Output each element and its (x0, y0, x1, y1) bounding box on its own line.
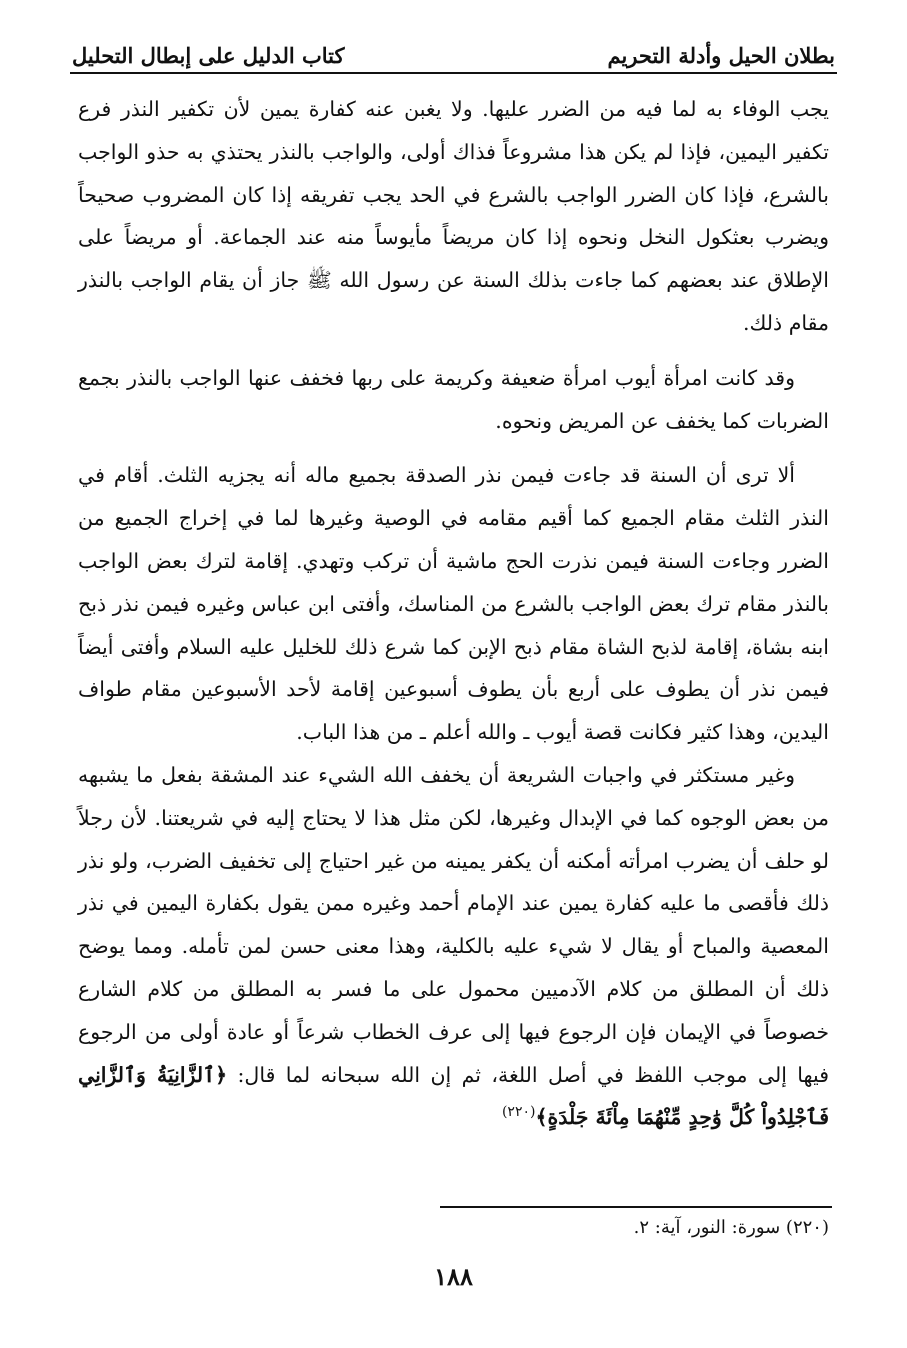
footnote-reference: (٢٢٠) (501, 1104, 536, 1121)
quran-verse: ﴿ٱلزَّانِيَةُ وَٱلزَّانِي فَٱجْلِدُواْ كُلَّ وَٰحِدٍ مِّنْهُمَا مِاْئَةَ جَلْدَةٍ﴾ (78, 1062, 829, 1130)
paragraph-1: يجب الوفاء به لما فيه من الضرر عليها. ولا يغبن عنه كفارة يمين لأن تكفير النذر فرع تكفير اليمين، فإذا لم يكن هذا مشروعاً فذاك أولى، والواجب بالنذر يحتذي به حذو الواجب بالشرع، فإذا كان الضرر الواجب بالشرع في الحد يجب تفريقه إذا كان المضروب صحيحاً ويضرب بعثكول النخل ونحوه إذا كان مريضاً مأيوساً منه عند الجماعة. أو مريضاً على الإطلاق عند بعضهم كما جاءت بذلك السنة عن رسول الله ﷺ جاز أن يقام الواجب بالنذر مقام ذلك. (78, 97, 829, 335)
paragraph-2: وقد كانت امرأة أيوب امرأة ضعيفة وكريمة على ربها فخفف عنها الواجب بالنذر بجمع الضربات كما يخفف عن المريض ونحوه. (78, 365, 829, 433)
paragraph-4 (78, 754, 829, 1139)
header-book-title-right: بطلان الحيل وأدلة التحريم (607, 43, 835, 68)
footnote: (٢٢٠) سورة: النور، آية: ٢. (633, 1217, 829, 1238)
body-text (78, 88, 829, 1139)
page-number: ١٨٨ (434, 1262, 473, 1291)
paragraph-3: ألا ترى أن السنة قد جاءت فيمن نذر الصدقة بجميع ماله أنه يجزيه الثلث. أقام في النذر الثلث مقام الجميع كما أقيم مقامه في الوصية وغيرها لما في إخراج الجميع من الضرر وجاءت السنة فيمن نذرت الحج ماشية أن تركب وتهدي. إقامة لترك بعض الواجب بالنذر مقام ترك بعض الواجب بالشرع من المناسك، وأفتى ابن عباس وغيره فيمن نذر ذبح ابنه بشاة، إقامة لذبح الشاة مقام ذبح الإبن كما شرع ذلك للخليل عليه السلام وأفتى أيضاً فيمن نذر أن يطوف على أربع بأن يطوف أسبوعين إقامة لأحد الأسبوعين مقام طواف اليدين، وهذا كثير فكانت قصة أيوب ـ والله أعلم ـ من هذا الباب. (78, 463, 829, 745)
header-divider (70, 72, 837, 74)
header-book-title-left: كتاب الدليل على إبطال التحليل (72, 43, 345, 68)
running-header (72, 28, 835, 68)
paragraph-4-text: وغير مستكثر في واجبات الشريعة أن يخفف الله الشيء عند المشقة بفعل ما يشبهه من بعض الوجوه كما في الإبدال وغيرها، لكن مثل هذا لا يحتاج إليه في شريعتنا. لأن رجلاً لو حلف أن يضرب امرأته أمكنه أن يكفر يمينه من غير احتياج إلى تخفيف الضرب، ولو نذر ذلك فأقصى ما عليه كفارة يمين عند الإمام أحمد وغيره ممن يقول بكفارة اليمين في نذر المعصية والمباح أو يقال لا شيء عليه بالكلية، وهذا معنى حسن لمن تأمله. ومما يوضح ذلك أن المطلق من كلام الآدميين محمول على ما فسر به المطلق من كلام الشارع خصوصاً في الإيمان فإن الرجوع فيها إلى عرف الخطاب شرعاً أو عادة أولى من الرجوع فيها إلى موجب اللفظ في أصل اللغة، ثم إن الله سبحانه لما قال: (78, 762, 830, 1087)
footnote-divider (440, 1206, 832, 1208)
